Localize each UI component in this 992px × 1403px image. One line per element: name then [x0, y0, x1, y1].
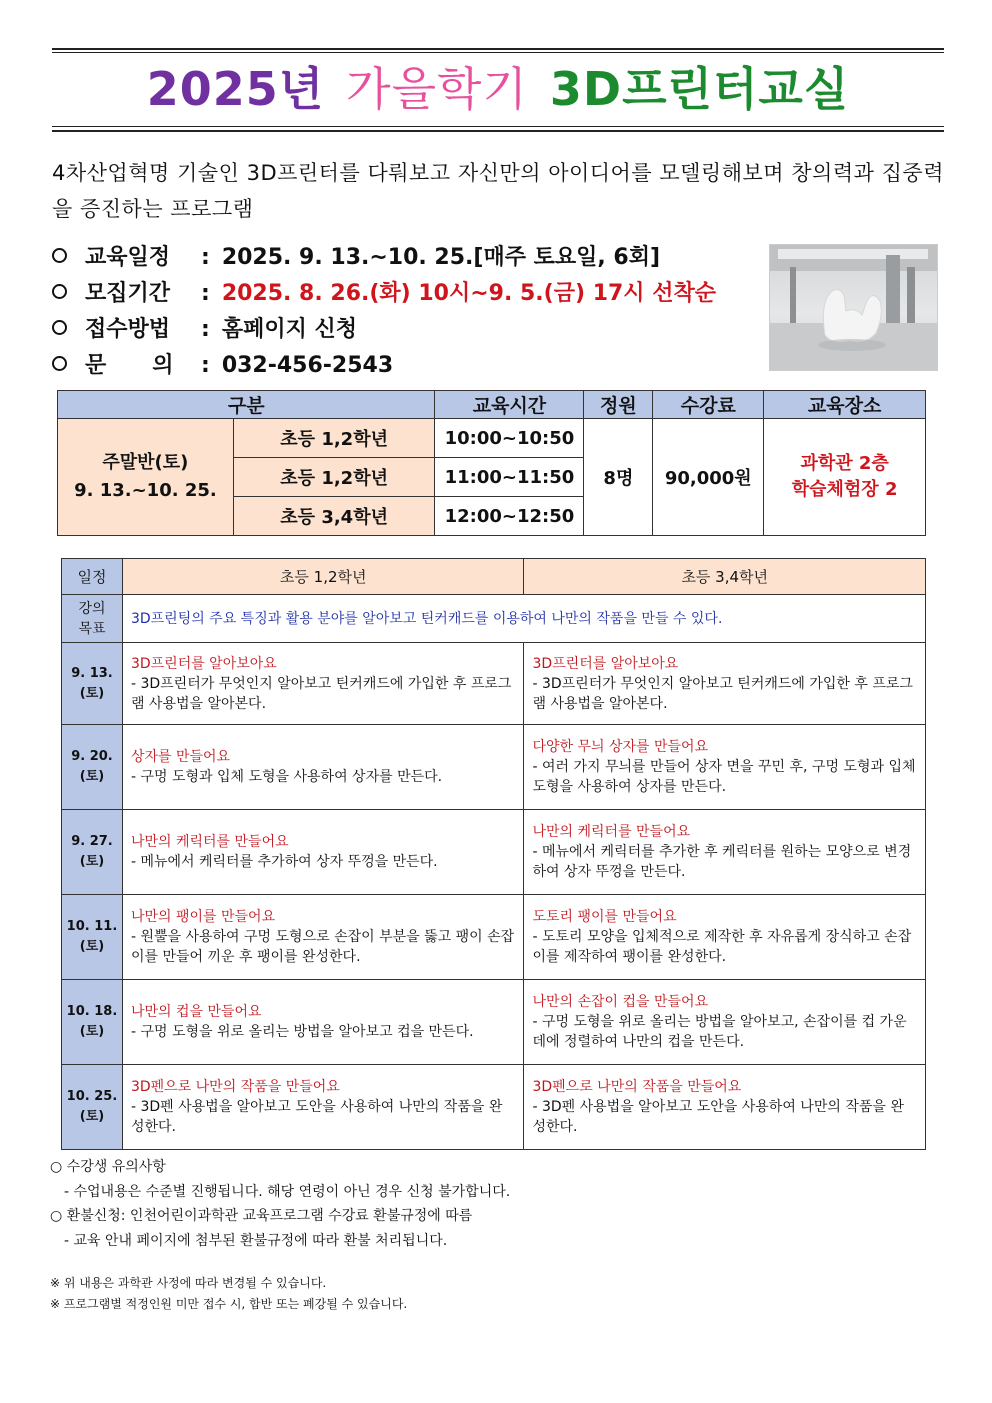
info-contact: 문 의 : 032-456-2543 [52, 349, 393, 383]
footnotes [50, 1273, 407, 1315]
session-grade-34 [524, 810, 926, 895]
header-capacity: 정원 [584, 391, 653, 419]
session-grade-34 [524, 643, 926, 725]
place-cell [764, 419, 926, 536]
activity-desc: - 구멍 도형과 입체 도형을 사용하여 상자를 만든다. [130, 769, 443, 785]
session-grade-12 [122, 725, 524, 810]
header-grade-34: 초등 3,4학년 [524, 559, 926, 595]
info-value: 2025. 8. 26.(화) 10시~9. 5.(금) 17시 선착순 [221, 281, 716, 306]
bottom-rule [52, 130, 944, 132]
info-apply: 접수방법 : 홈페이지 신청 [52, 313, 357, 347]
circle-bullet-icon [52, 248, 67, 263]
session-date: 9. 27. (토) [62, 810, 123, 895]
header-category: 구분 [58, 391, 435, 419]
activity-desc: - 3D프린터가 무엇인지 알아보고 틴커캐드에 가입한 후 프로그램 사용법을 알아본다. [532, 675, 913, 712]
curriculum-row [62, 980, 926, 1065]
3d-printer-image-icon [770, 245, 938, 371]
activity-title: 다양한 무늬 상자를 만들어요 [532, 739, 709, 755]
activity-desc: - 메뉴에서 케릭터를 추가하여 상자 뚜껑을 만든다. [130, 854, 438, 870]
info-label: 접수방법 [85, 317, 171, 342]
grade-cell: 초등 1,2학년 [233, 419, 435, 458]
goal-row [62, 595, 926, 643]
curriculum-table [61, 558, 926, 1150]
capacity-cell: 8명 [584, 419, 653, 536]
curriculum-row [62, 725, 926, 810]
activity-title: 3D펜으로 나만의 작품을 만들어요 [532, 1079, 742, 1095]
activity-title: 3D프린터를 알아보아요 [130, 655, 277, 672]
time-cell: 10:00~10:50 [435, 419, 584, 458]
curriculum-row [62, 643, 926, 725]
class-cell [58, 419, 234, 536]
note-heading: ○ 수강생 유의사항 [50, 1159, 166, 1175]
session-grade-34 [524, 980, 926, 1065]
activity-desc: - 도토리 모양을 입체적으로 제작한 후 자유롭게 장식하고 손잡이를 제작하여 팽이를 완성한다. [532, 929, 912, 965]
footnote: ※ 프로그램별 적정인원 미만 접수 시, 합반 또는 폐강될 수 있습니다. [50, 1297, 408, 1311]
curriculum-row [62, 810, 926, 895]
session-grade-34 [524, 1065, 926, 1150]
top-rule-thin [52, 52, 944, 53]
header-place: 교육장소 [764, 391, 926, 419]
curriculum-row [62, 1065, 926, 1150]
header-fee: 수강료 [653, 391, 764, 419]
activity-title: 상자를 만들어요 [130, 749, 231, 765]
activity-desc: - 3D프린터가 무엇인지 알아보고 틴커캐드에 가입한 후 프로그램 사용법을 알아본다. [130, 675, 512, 712]
header-time: 교육시간 [435, 391, 584, 419]
activity-desc: - 원뿔을 사용하여 구멍 도형으로 손잡이 부분을 뚫고 팽이 손잡이를 만들어 끼운 후 팽이를 완성한다. [130, 929, 515, 965]
activity-title: 나만의 컵을 만들어요 [130, 1004, 262, 1020]
activity-title: 나만의 케릭터를 만들어요 [532, 824, 691, 840]
activity-title: 나만의 팽이를 만들어요 [130, 909, 276, 925]
info-value: 032-456-2543 [221, 353, 394, 378]
printer-photo [769, 244, 938, 371]
footnote: ※ 위 내용은 과학관 사정에 따라 변경될 수 있습니다. [50, 1276, 327, 1290]
goal-label: 강의 목표 [62, 595, 123, 643]
activity-title: 3D펜으로 나만의 작품을 만들어요 [130, 1079, 340, 1095]
class-name: 주말반(토) [102, 452, 189, 473]
time-cell: 12:00~12:50 [435, 497, 584, 536]
page-title [52, 58, 944, 120]
info-schedule: 교육일정 : 2025. 9. 13.~10. 25.[매주 토요일, 6회] [52, 241, 660, 275]
intro-text: 4차산업혁명 기술인 3D프린터를 다뤄보고 자신만의 아이디어를 모델링해보며 창의력과 집중력을 증진하는 프로그램 [52, 161, 944, 221]
activity-desc: - 3D펜 사용법을 알아보고 도안을 사용하여 나만의 작품을 완성한다. [532, 1099, 904, 1135]
curriculum-header-row [62, 559, 926, 595]
place-line2: 학습체험장 2 [791, 479, 898, 500]
header-date: 일정 [62, 559, 123, 595]
info-label: 문 의 [85, 353, 174, 378]
schedule-header-row [58, 391, 926, 419]
bottom-rule-thin [52, 126, 944, 127]
circle-bullet-icon [52, 320, 67, 335]
note-item: - 교육 안내 페이지에 첨부된 환불규정에 따라 환불 처리됩니다. [64, 1232, 448, 1249]
session-date: 10. 25. (토) [62, 1065, 123, 1150]
grade-cell: 초등 1,2학년 [233, 458, 435, 497]
title-season: 가을학기 [346, 62, 528, 116]
note-item: - 수업내용은 수준별 진행됩니다. 해당 연령이 아닌 경우 신청 불가합니다. [64, 1183, 511, 1200]
session-date: 10. 11. (토) [62, 895, 123, 980]
title-program: 3D프린터교실 [549, 62, 850, 116]
activity-desc: - 메뉴에서 케릭터를 추가한 후 케릭터를 원하는 모양으로 변경하여 상자 뚜껑을 만든다. [532, 844, 912, 880]
info-recruit: 모집기간 : 2025. 8. 26.(화) 10시~9. 5.(금) 17시 선착순 [52, 277, 716, 311]
info-label: 모집기간 [85, 281, 171, 306]
session-date: 9. 13. (토) [62, 643, 123, 725]
fee-cell: 90,000원 [653, 419, 764, 536]
header-grade-12: 초등 1,2학년 [122, 559, 524, 595]
curriculum-row [62, 895, 926, 980]
activity-title: 3D프린터를 알아보아요 [532, 655, 679, 672]
schedule-table [57, 390, 926, 536]
info-value: 홈페이지 신청 [221, 317, 357, 342]
session-grade-34 [524, 895, 926, 980]
info-value: 2025. 9. 13.~10. 25.[매주 토요일, 6회] [221, 245, 660, 270]
place-line1: 과학관 2층 [800, 453, 889, 474]
top-rule [52, 48, 944, 50]
grade-cell: 초등 3,4학년 [233, 497, 435, 536]
session-grade-12 [122, 1065, 524, 1150]
activity-title: 나만의 케릭터를 만들어요 [130, 834, 289, 850]
time-cell: 11:00~11:50 [435, 458, 584, 497]
notes [50, 1155, 510, 1253]
info-label: 교육일정 [85, 245, 171, 270]
activity-desc: - 여러 가지 무늬를 만들어 상자 면을 꾸민 후, 구멍 도형과 입체 도형을 사용하여 상자를 만든다. [532, 759, 916, 795]
activity-desc: - 3D펜 사용법을 알아보고 도안을 사용하여 나만의 작품을 완성한다. [130, 1099, 503, 1135]
circle-bullet-icon [52, 356, 67, 371]
session-grade-12 [122, 980, 524, 1065]
activity-desc: - 구멍 도형을 위로 올리는 방법을 알아보고 컵을 만든다. [130, 1024, 474, 1040]
circle-bullet-icon [52, 284, 67, 299]
activity-desc: - 구멍 도형을 위로 올리는 방법을 알아보고, 손잡이를 컵 가운데에 정렬하여 나만의 컵을 만든다. [532, 1014, 907, 1050]
class-period: 9. 13.~10. 25. [74, 480, 217, 501]
activity-title: 나만의 손잡이 컵을 만들어요 [532, 994, 709, 1010]
goal-text: 3D프린팅의 주요 특징과 활용 분야를 알아보고 틴커캐드를 이용하여 나만의 작품을 만들 수 있다. [122, 595, 925, 643]
session-grade-12 [122, 643, 524, 725]
session-date: 10. 18. (토) [62, 980, 123, 1065]
note-heading: ○ 환불신청: 인천어린이과학관 교육프로그램 수강료 환불규정에 따름 [50, 1208, 473, 1224]
title-year: 2025년 [146, 62, 325, 116]
schedule-row [58, 419, 926, 458]
session-grade-12 [122, 895, 524, 980]
activity-title: 도토리 팽이를 만들어요 [532, 909, 677, 925]
session-grade-12 [122, 810, 524, 895]
session-date: 9. 20. (토) [62, 725, 123, 810]
session-grade-34 [524, 725, 926, 810]
